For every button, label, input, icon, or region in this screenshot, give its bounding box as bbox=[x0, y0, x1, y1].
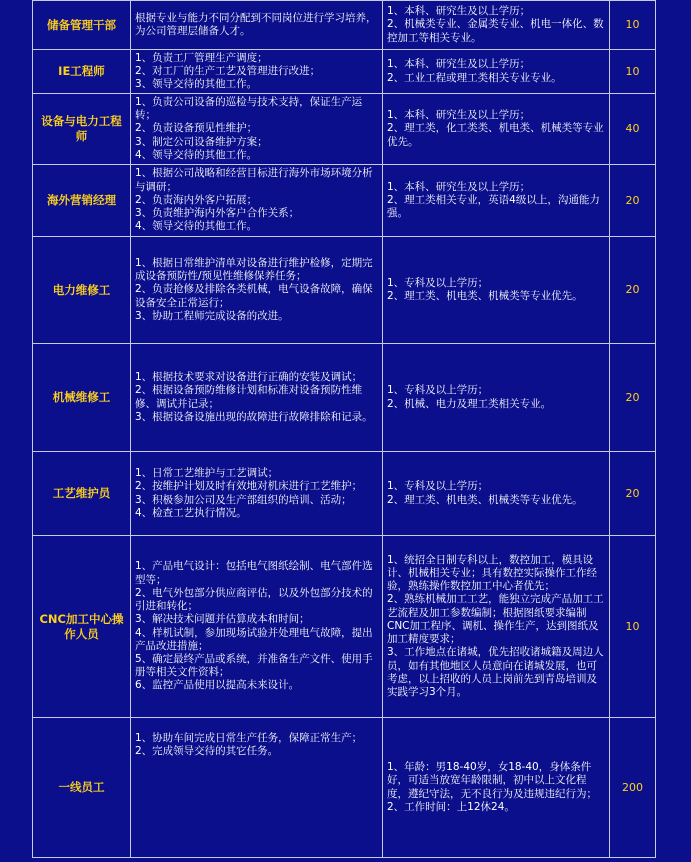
job-title: 机械维修工 bbox=[33, 344, 131, 452]
headcount: 40 bbox=[610, 94, 656, 165]
duty-line: 1、负责公司设备的巡检与技术支持，保证生产运转； bbox=[135, 95, 363, 122]
job-requirements bbox=[383, 536, 610, 718]
table-row bbox=[33, 50, 656, 94]
job-title: 一线员工 bbox=[33, 718, 131, 858]
job-requirements bbox=[383, 1, 610, 50]
duty-line: 1、根据日常维护清单对设备进行维护检修，定期完成设备预防性/预见性维修保养任务； bbox=[135, 256, 373, 283]
duty-line: 2、负责抢修及排除各类机械，电气设备故障，确保设备安全正常运行； bbox=[135, 283, 373, 309]
job-duties bbox=[131, 94, 383, 165]
job-table bbox=[32, 0, 656, 858]
table-row bbox=[33, 1, 656, 50]
requirement-line: 2、工业工程或理工类相关专业专业。 bbox=[387, 71, 562, 84]
job-requirements bbox=[383, 452, 610, 536]
requirement-line: 3、工作地点在诸城，优先招收诸城籍及周边人员，如有其他地区人员意向在诸城发展，也可考虑，以上招收的人员上岗前先到青岛培训及实践学习3个月。 bbox=[387, 646, 604, 698]
job-duties bbox=[131, 718, 383, 858]
duty-line: 2、对工厂的生产工艺及管理进行改进； bbox=[135, 64, 321, 77]
duty-line: 3、领导交待的其他工作。 bbox=[135, 78, 258, 91]
duty-line: 6、监控产品使用以提高未来设计。 bbox=[135, 679, 300, 692]
duty-line: 1、协助车间完成日常生产任务，保障正常生产； bbox=[135, 732, 363, 744]
duty-line: 2、按维护计划及时有效地对机床进行工艺维护； bbox=[135, 480, 363, 493]
duty-line: 3、协助工程师完成设备的改进。 bbox=[135, 309, 289, 322]
job-title: 设备与电力工程师 bbox=[33, 94, 131, 165]
duty-line: 2、完成领导交待的其它任务。 bbox=[135, 745, 279, 758]
headcount: 10 bbox=[610, 1, 656, 50]
table-row bbox=[33, 344, 656, 452]
duty-line: 4、样机试制，参加现场试验并处理电气故障，提出产品改进措施； bbox=[135, 626, 373, 652]
requirement-line: 2、机械类专业、金属类专业、机电一体化、数控加工等相关专业。 bbox=[387, 18, 604, 44]
job-requirements bbox=[383, 718, 610, 858]
table-row bbox=[33, 237, 656, 344]
requirement-line: 1、本科、研究生及以上学历； bbox=[387, 180, 531, 193]
requirement-line: 1、本科、研究生及以上学历； bbox=[387, 58, 531, 71]
job-requirements bbox=[383, 50, 610, 94]
duty-line: 3、制定公司设备维护方案； bbox=[135, 135, 268, 148]
headcount: 10 bbox=[610, 50, 656, 94]
requirement-line: 1、专科及以上学历； bbox=[387, 480, 489, 493]
headcount: 20 bbox=[610, 344, 656, 452]
duty-line: 1、日常工艺维护与工艺调试； bbox=[135, 467, 279, 480]
job-duties bbox=[131, 237, 383, 344]
table-row bbox=[33, 452, 656, 536]
duty-line: 3、负责维护海内外客户合作关系； bbox=[135, 207, 300, 220]
job-requirements bbox=[383, 344, 610, 452]
duty-line: 根据专业与能力不同分配到不同岗位进行学习培养，为公司管理层储备人才。 bbox=[135, 11, 377, 37]
table-row bbox=[33, 718, 656, 858]
duty-line: 1、产品电气设计：包括电气图纸绘制、电气部件选型等； bbox=[135, 560, 373, 586]
headcount: 200 bbox=[610, 718, 656, 858]
requirement-line: 2、机械、电力及理工类相关专业。 bbox=[387, 397, 552, 410]
table-row bbox=[33, 94, 656, 165]
duty-line: 3、解决技术问题并估算成本和时间； bbox=[135, 613, 310, 626]
job-duties bbox=[131, 50, 383, 94]
headcount: 20 bbox=[610, 165, 656, 237]
requirement-line: 1、专科及以上学历； bbox=[387, 276, 489, 289]
job-duties bbox=[131, 536, 383, 718]
job-title: CNC加工中心操作人员 bbox=[33, 536, 131, 718]
duty-line: 2、负责设备预见性维护； bbox=[135, 122, 258, 135]
job-duties bbox=[131, 344, 383, 452]
requirement-line: 2、熟练机械加工工艺，能独立完成产品加工工艺流程及加工参数编制；根据图纸要求编制CNC加工程序、调机、操作生产，达到图纸及加工精度要求； bbox=[387, 593, 604, 646]
requirement-line: 2、理工类，化工类类、机电类、机械类等专业优先。 bbox=[387, 122, 604, 148]
job-title: 海外营销经理 bbox=[33, 165, 131, 237]
requirement-line: 1、统招全日制专科以上，数控加工，模具设计、机械相关专业；具有数控实际操作工作经验，熟练操作数控加工中心者优先； bbox=[387, 553, 597, 593]
requirement-line: 2、工作时间：上12休24。 bbox=[387, 800, 515, 813]
duty-line: 4、检查工艺执行情况。 bbox=[135, 506, 247, 519]
job-duties bbox=[131, 165, 383, 237]
duty-line: 5、确定最终产品或系统，并准备生产文件、使用手册等相关文件资料； bbox=[135, 652, 373, 679]
headcount: 10 bbox=[610, 536, 656, 718]
headcount: 20 bbox=[610, 452, 656, 536]
requirement-line: 1、本科、研究生及以上学历； bbox=[387, 109, 531, 122]
requirement-line: 2、理工类、机电类、机械类等专业优先。 bbox=[387, 493, 583, 506]
duty-line: 1、根据技术要求对设备进行正确的安装及调试； bbox=[135, 371, 363, 384]
duty-line: 4、领导交待的其他工作。 bbox=[135, 148, 258, 161]
job-requirements bbox=[383, 94, 610, 165]
requirement-line: 2、理工类、机电类、机械类等专业优先。 bbox=[387, 290, 583, 302]
duty-line: 1、根据公司战略和经营目标进行海外市场环境分析与调研； bbox=[135, 167, 373, 193]
job-title: 工艺维护员 bbox=[33, 452, 131, 536]
job-duties bbox=[131, 1, 383, 50]
job-requirements bbox=[383, 165, 610, 237]
duty-line: 3、根据设备设施出现的故障进行故障排除和记录。 bbox=[135, 410, 373, 423]
job-title: 电力维修工 bbox=[33, 237, 131, 344]
requirement-line: 1、年龄：男18-40岁，女18-40，身体条件好，可适当放宽年龄限制，初中以上文化程度，遵纪守法，无不良行为及违规违纪行为； bbox=[387, 761, 597, 800]
table-row bbox=[33, 165, 656, 237]
headcount: 20 bbox=[610, 237, 656, 344]
requirement-line: 1、专科及以上学历； bbox=[387, 384, 489, 397]
requirement-line: 2、理工类相关专业，英语4级以上，沟通能力强。 bbox=[387, 193, 600, 220]
requirement-line: 1、本科、研究生及以上学历； bbox=[387, 5, 531, 18]
job-requirements bbox=[383, 237, 610, 344]
duty-line: 2、根据设备预防维修计划和标准对设备预防性维修、调试并记录； bbox=[135, 384, 363, 410]
job-title: IE工程师 bbox=[33, 50, 131, 94]
job-duties bbox=[131, 452, 383, 536]
duty-line: 1、负责工厂管理生产调度； bbox=[135, 51, 268, 64]
job-title: 储备管理干部 bbox=[33, 1, 131, 50]
duty-line: 4、领导交待的其他工作。 bbox=[135, 220, 258, 233]
duty-line: 3、积极参加公司及生产部组织的培训、活动； bbox=[135, 493, 352, 506]
table-row bbox=[33, 536, 656, 718]
duty-line: 2、电气外包部分供应商评估，以及外包部分技术的引进和转化； bbox=[135, 586, 373, 613]
duty-line: 2、负责海内外客户拓展； bbox=[135, 193, 258, 206]
